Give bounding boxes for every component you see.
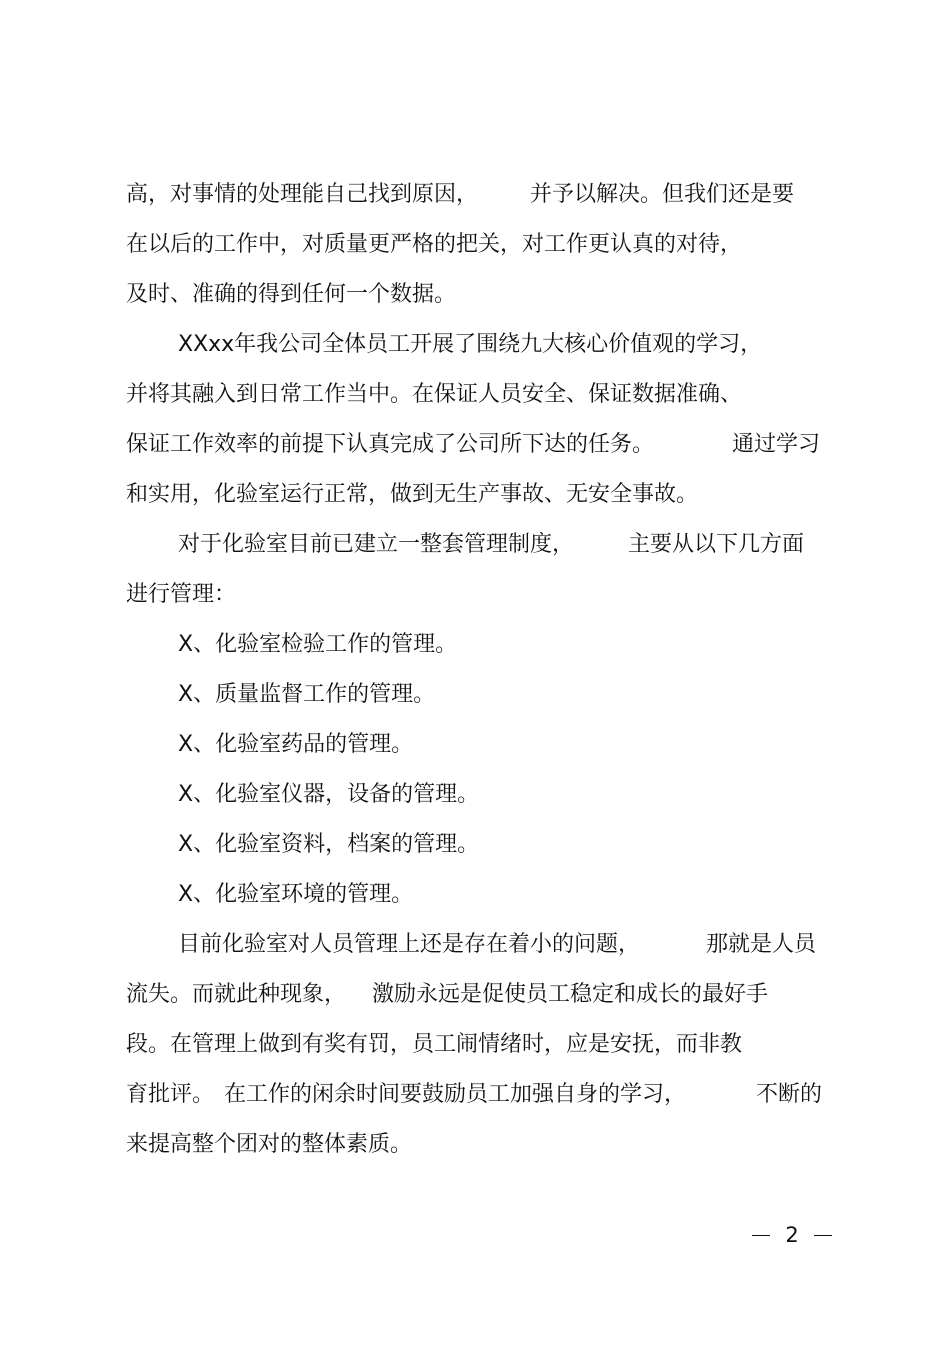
text-segment: 目前化验室对人员管理上还是存在着小的问题， xyxy=(178,932,641,957)
dash-left xyxy=(752,1235,770,1236)
text-line xyxy=(0,1028,950,1062)
page-number xyxy=(752,1218,832,1252)
text-segment: 保证工作效率的前提下认真完成了公司所下达的任务。 xyxy=(126,432,655,457)
page-number-value: 2 xyxy=(785,1223,799,1247)
text-line xyxy=(0,228,950,262)
text-segment: 不断的 xyxy=(756,1082,823,1107)
text-segment: 高，对事情的处理能自己找到原因， xyxy=(126,182,479,207)
text-line xyxy=(0,578,950,612)
text-segment: 和实用，化验室运行正常，做到无生产事故、无安全事故。 xyxy=(126,482,699,507)
dash-right xyxy=(814,1235,832,1236)
text-segment: 段。在管理上做到有奖有罚，员工闹情绪时，应是安抚，而非教 xyxy=(126,1032,743,1057)
list-item xyxy=(0,678,950,712)
text-line xyxy=(0,478,950,512)
text-segment: 进行管理： xyxy=(126,582,237,607)
text-segment: 来提高整个团对的整体素质。 xyxy=(126,1132,413,1157)
list-item xyxy=(0,778,950,812)
text-segment: 通过学习 xyxy=(732,432,821,457)
text-line xyxy=(0,428,950,462)
list-item xyxy=(0,728,950,762)
text-segment: 并予以解决。但我们还是要 xyxy=(530,182,795,207)
text-line xyxy=(0,278,950,312)
text-segment: X、化验室环境的管理。 xyxy=(178,882,414,907)
text-line xyxy=(0,928,950,962)
text-line xyxy=(0,1078,950,1112)
text-segment: 育批评。 xyxy=(126,1082,215,1107)
text-segment: X、化验室检验工作的管理。 xyxy=(178,632,458,657)
text-segment: X、化验室仪器，设备的管理。 xyxy=(178,782,480,807)
text-segment: 并将其融入到日常工作当中。在保证人员安全、保证数据准确、 xyxy=(126,382,743,407)
text-segment: X、化验室药品的管理。 xyxy=(178,732,414,757)
text-segment: 激励永远是促使员工稳定和成长的最好手 xyxy=(372,982,769,1007)
text-segment: 在以后的工作中，对质量更严格的把关，对工作更认真的对待， xyxy=(126,232,743,257)
text-line xyxy=(0,978,950,1012)
text-segment: XXxx年我公司全体员工开展了围绕九大核心价值观的学习， xyxy=(178,332,763,357)
text-segment: X、质量监督工作的管理。 xyxy=(178,682,436,707)
text-segment: 那就是人员 xyxy=(706,932,817,957)
text-segment: 在工作的闲余时间要鼓励员工加强自身的学习， xyxy=(224,1082,687,1107)
text-segment: X、化验室资料，档案的管理。 xyxy=(178,832,480,857)
list-item xyxy=(0,628,950,662)
text-segment: 对于化验室目前已建立一整套管理制度， xyxy=(178,532,575,557)
text-line xyxy=(0,328,950,362)
text-segment: 主要从以下几方面 xyxy=(628,532,805,557)
text-line xyxy=(0,528,950,562)
list-item xyxy=(0,878,950,912)
text-line xyxy=(0,178,950,212)
text-segment: 流失。而就此种现象， xyxy=(126,982,347,1007)
text-segment: 及时、准确的得到任何一个数据。 xyxy=(126,282,457,307)
text-line xyxy=(0,378,950,412)
list-item xyxy=(0,828,950,862)
text-line xyxy=(0,1128,950,1162)
